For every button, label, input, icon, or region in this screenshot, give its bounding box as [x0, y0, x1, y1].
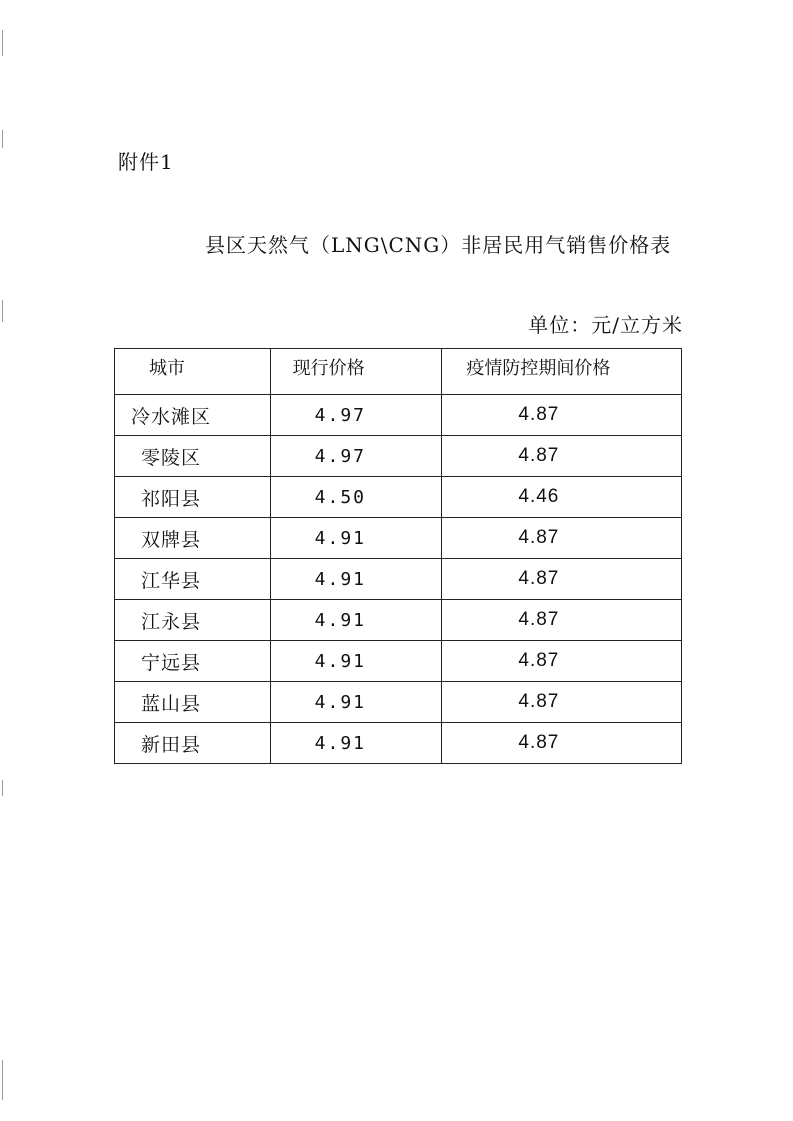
scan-mark [2, 30, 3, 56]
cell-current-price: 4.91 [270, 682, 442, 723]
annex-label: 附件1 [118, 150, 174, 174]
cell-epidemic-price: 4.87 [442, 518, 682, 559]
cell-city: 宁远县 [115, 641, 271, 682]
cell-epidemic-price: 4.87 [442, 723, 682, 764]
cell-epidemic-price: 4.87 [442, 559, 682, 600]
cell-current-price: 4.91 [270, 723, 442, 764]
cell-city: 双牌县 [115, 518, 271, 559]
cell-city: 江华县 [115, 559, 271, 600]
document-title: 县区天然气（LNG\CNG）非居民用气销售价格表 [205, 233, 672, 257]
cell-epidemic-price: 4.87 [442, 395, 682, 436]
cell-epidemic-price: 4.87 [442, 682, 682, 723]
table-row [115, 518, 682, 559]
scan-mark [2, 130, 3, 148]
cell-epidemic-price: 4.87 [442, 641, 682, 682]
cell-current-price: 4.91 [270, 518, 442, 559]
unit-note: 单位：元/立方米 [528, 313, 683, 337]
table-row [115, 477, 682, 518]
cell-city: 冷水滩区 [115, 395, 271, 436]
table-row [115, 436, 682, 477]
scan-mark [2, 780, 3, 796]
header-current-price: 现行价格 [270, 349, 442, 395]
cell-city: 江永县 [115, 600, 271, 641]
cell-epidemic-price: 4.87 [442, 600, 682, 641]
table-row [115, 600, 682, 641]
table-header-row [115, 349, 682, 395]
cell-current-price: 4.97 [270, 436, 442, 477]
scan-mark [2, 300, 3, 322]
header-city: 城市 [115, 349, 271, 395]
table-row [115, 682, 682, 723]
cell-current-price: 4.91 [270, 600, 442, 641]
header-epidemic-price: 疫情防控期间价格 [442, 349, 682, 395]
cell-current-price: 4.97 [270, 395, 442, 436]
table-row [115, 641, 682, 682]
table-row [115, 559, 682, 600]
cell-current-price: 4.50 [270, 477, 442, 518]
cell-current-price: 4.91 [270, 559, 442, 600]
cell-city: 零陵区 [115, 436, 271, 477]
cell-current-price: 4.91 [270, 641, 442, 682]
cell-epidemic-price: 4.87 [442, 436, 682, 477]
table-row [115, 395, 682, 436]
scan-mark [2, 1060, 3, 1100]
cell-city: 蓝山县 [115, 682, 271, 723]
price-table [114, 348, 682, 764]
table-row [115, 723, 682, 764]
cell-city: 祁阳县 [115, 477, 271, 518]
cell-city: 新田县 [115, 723, 271, 764]
cell-epidemic-price: 4.46 [442, 477, 682, 518]
